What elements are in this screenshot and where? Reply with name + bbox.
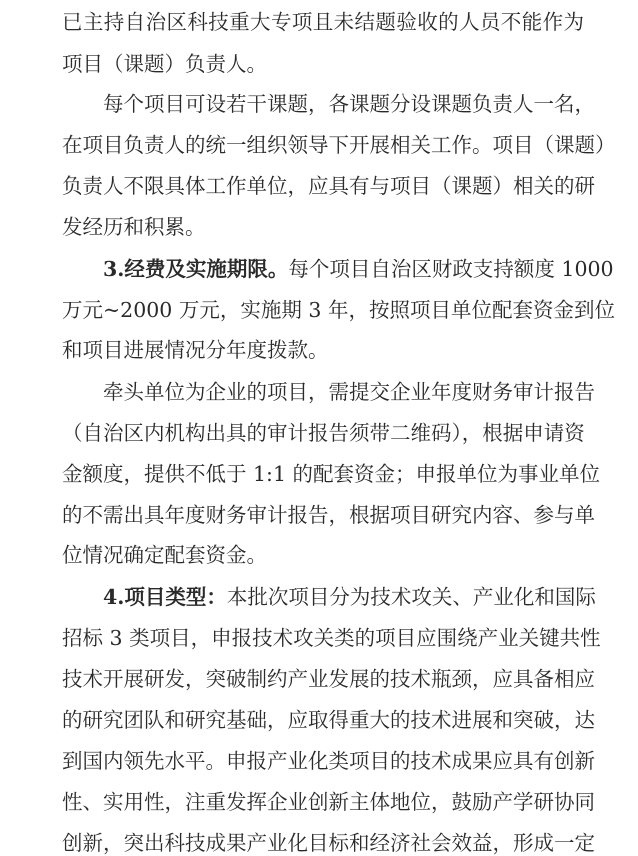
text-line: 的不需出具年度财务审计报告，根据项目研究内容、参与单 xyxy=(62,503,595,527)
text-line: 和项目进展情况分年度拨款。 xyxy=(62,338,329,362)
text-line: 的研究团队和研究基础，应取得重大的技术进展和突破，达 xyxy=(62,708,595,732)
text-line: 到国内领先水平。申报产业化类项目的技术成果应具有创新 xyxy=(62,749,595,773)
text-line: 在项目负责人的统一组织领导下开展相关工作。项目（课题） xyxy=(62,133,616,157)
text-line: 发经历和积累。 xyxy=(62,215,206,239)
text-line: 牵头单位为企业的项目，需提交企业年度财务审计报告 xyxy=(103,380,595,404)
text-line: （自治区内机构出具的审计报告须带二维码），根据申请资 xyxy=(62,421,585,445)
text-line: 创新，突出科技成果产业化目标和经济社会效益，形成一定 xyxy=(62,831,595,855)
section-3-first-line xyxy=(103,249,614,289)
text-line: 已主持自治区科技重大专项且未结题验收的人员不能作为 xyxy=(62,10,584,34)
section-4-first-line xyxy=(103,577,596,617)
text-line: 负责人不限具体工作单位，应具有与项目（课题）相关的研 xyxy=(62,174,595,198)
text-line: 金额度，提供不低于 1:1 的配套资金；申报单位为事业单位 xyxy=(62,462,601,486)
section-3-text: 每个项目自治区财政支持额度 1000 xyxy=(288,257,614,281)
text-line: 项目（课题）负责人。 xyxy=(62,52,267,76)
text-line: 位情况确定配套资金。 xyxy=(62,543,267,567)
section-4-text: 本批次项目分为技术攻关、产业化和国际 xyxy=(226,585,596,609)
text-line: 每个项目可设若干课题，各课题分设课题负责人一名， xyxy=(103,92,595,116)
section-3-heading: 3.经费及实施期限。 xyxy=(103,257,289,281)
text-line: 招标 3 类项目，申报技术攻关类的项目应围绕产业关键共性 xyxy=(62,626,601,650)
text-line: 技术开展研发，突破制约产业发展的技术瓶颈，应具备相应 xyxy=(62,667,595,691)
section-4-heading: 4.项目类型： xyxy=(103,585,227,609)
text-line: 性、实用性，注重发挥企业创新主体地位，鼓励产学研协同 xyxy=(62,790,595,814)
text-line: 万元~2000 万元，实施期 3 年，按照项目单位配套资金到位 xyxy=(62,298,615,322)
